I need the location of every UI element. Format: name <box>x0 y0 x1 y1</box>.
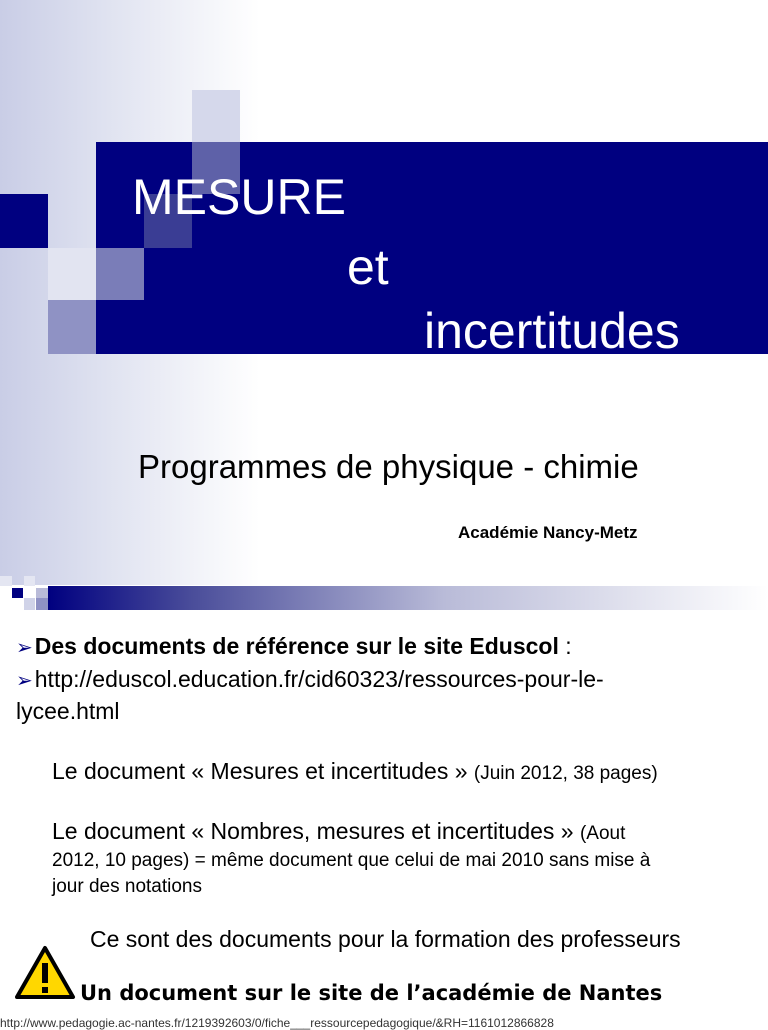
deco-square <box>96 248 144 300</box>
academy-label: Académie Nancy-Metz <box>458 523 638 542</box>
doc2-details-3: jour des notations <box>52 876 202 897</box>
arrow-bullet-icon: ➢ <box>16 670 33 692</box>
nantes-heading: Un document sur le site de l’académie de Nantes <box>80 981 663 1005</box>
title-line-2: et <box>347 239 389 295</box>
nantes-link[interactable]: http://www.pedagogie.ac-nantes.fr/1219392603/0/fiche___ressourcepedagogique/&RH=1161012866828 <box>0 1016 554 1030</box>
training-note: Ce sont des documents pour la formation des professeurs <box>90 926 681 952</box>
doc2-title: Le document « Nombres, mesures et incertitudes » <box>52 818 580 844</box>
bullet-eduscol-colon: : <box>558 633 572 659</box>
deco-square-small <box>24 576 35 586</box>
deco-square-small <box>36 588 48 598</box>
bullet-eduscol <box>16 633 572 660</box>
deco-square <box>0 194 48 248</box>
deco-square-small <box>0 576 12 586</box>
title-line-1: MESURE <box>132 169 346 225</box>
bullet-eduscol-text: Des documents de référence sur le site Eduscol <box>34 633 559 659</box>
warning-triangle-icon <box>14 945 76 1001</box>
deco-square-small <box>24 598 35 610</box>
bullet-url[interactable] <box>16 666 604 693</box>
doc2-details-1: (Aout <box>579 823 626 844</box>
eduscol-link-line-2[interactable]: lycee.html <box>16 698 120 724</box>
divider-bar <box>48 586 768 610</box>
eduscol-link-line-1[interactable]: http://eduscol.education.fr/cid60323/ressources-pour-le- <box>34 666 604 692</box>
deco-square <box>48 300 96 354</box>
doc1-line <box>52 758 658 785</box>
doc1-details: (Juin 2012, 38 pages) <box>473 763 658 784</box>
subtitle: Programmes de physique - chimie <box>138 448 639 485</box>
doc1-title: Le document « Mesures et incertitudes » <box>52 758 474 784</box>
deco-square <box>192 90 240 142</box>
title-line-3: incertitudes <box>424 303 680 359</box>
arrow-bullet-icon: ➢ <box>16 637 33 659</box>
doc2-line <box>52 818 625 845</box>
deco-square <box>48 248 96 300</box>
doc2-details-2: 2012, 10 pages) = même document que celui de mai 2010 sans mise à <box>52 850 651 871</box>
deco-square-small <box>36 598 48 610</box>
deco-square-small <box>12 588 23 598</box>
